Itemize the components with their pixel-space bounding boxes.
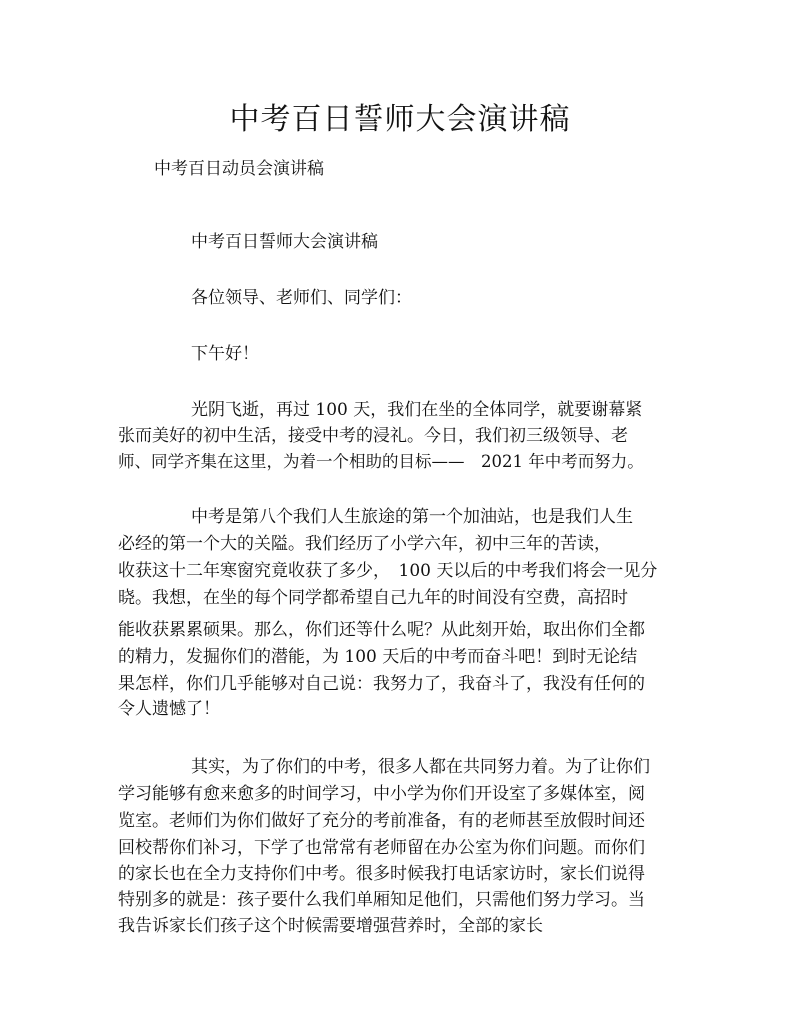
- paragraph-1-line: 光阴飞逝，再过 100 天，我们在坐的全体同学，就要谢幕紧: [191, 400, 643, 420]
- paragraph-2-line: 必经的第一个大的关隘。我们经历了小学六年，初中三年的苦读，: [118, 534, 611, 554]
- paragraph-3-line: 览室。老师们为你们做好了充分的考前准备，有的老师甚至放假时间还: [118, 811, 645, 831]
- paragraph-3-line: 其实，为了你们的中考，很多人都在共同努力着。为了让你们: [191, 757, 650, 777]
- paragraph-2-line: 的精力，发掘你们的潜能，为 100 天后的中考而奋斗吧！到时无论结: [118, 647, 638, 667]
- paragraph-2-line: 收获这十二年寒窗究竟收获了多少， 100 天以后的中考我们将会一见分: [118, 561, 658, 581]
- paragraph-2-line: 中考是第八个我们人生旅途的第一个加油站，也是我们人生: [191, 507, 633, 527]
- paragraph-2-line: 能收获累累硕果。那么，你们还等什么呢？从此刻开始，取出你们全都: [118, 620, 645, 640]
- paragraph-3-line: 学习能够有愈来愈多的时间学习，中小学为你们开设室了多媒体室，阅: [118, 784, 645, 804]
- paragraph-1-line: 张而美好的初中生活，接受中考的浸礼。今日，我们初三级领导、老: [118, 426, 628, 446]
- document-title: 中考百日誓师大会演讲稿: [229, 102, 571, 137]
- paragraph-3-line: 特别多的就是：孩子要什么我们单厢知足他们，只需他们努力学习。当: [118, 890, 645, 910]
- paragraph-1-line: 师、同学齐集在这里，为着一个相助的目标—— 2021 年中考而努力。: [118, 452, 644, 471]
- speech-heading: 中考百日誓师大会演讲稿: [191, 232, 378, 252]
- paragraph-3-line: 回校帮你们补习，下学了也常常有老师留在办公室为你们问题。而你们: [118, 838, 645, 858]
- document-subtitle: 中考百日动员会演讲稿: [154, 159, 324, 179]
- paragraph-2-line: 晓。我想，在坐的每个同学都希望自己九年的时间没有空费，高招时: [118, 588, 628, 608]
- greeting: 下午好！: [191, 344, 259, 364]
- salutation: 各位领导、老师们、同学们：: [191, 288, 412, 308]
- paragraph-3-line: 的家长也在全力支持你们中考。很多时候我打电话家访时，家长们说得: [118, 864, 645, 884]
- paragraph-3-line: 我告诉家长们孩子这个时候需要增强营养时，全部的家长: [118, 916, 543, 936]
- paragraph-2-line: 令人遗憾了！: [118, 699, 220, 719]
- paragraph-2-line: 果怎样，你们几乎能够对自己说：我努力了，我奋斗了，我没有任何的: [118, 674, 645, 694]
